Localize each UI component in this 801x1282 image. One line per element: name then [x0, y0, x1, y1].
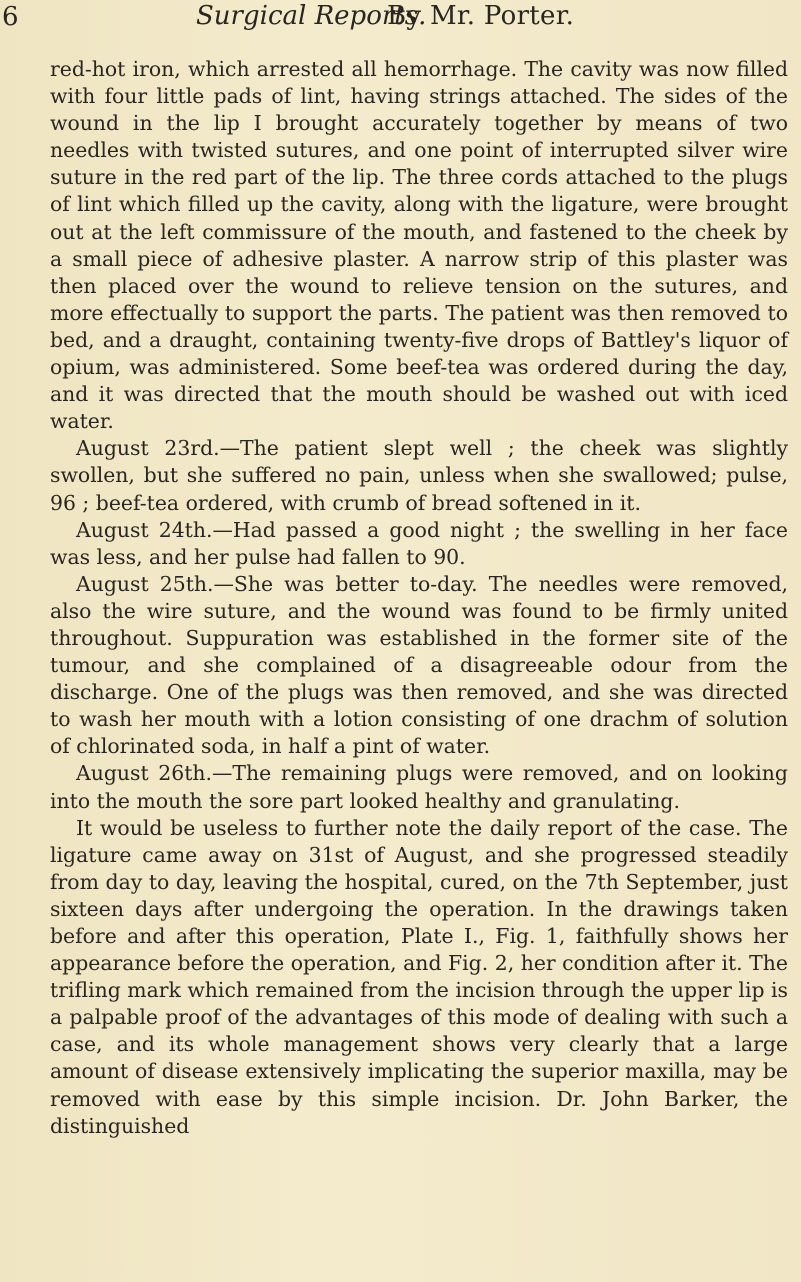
page-number: 6: [2, 2, 19, 32]
paragraph-august-26: August 26th.—The remaining plugs were removed, and on looking into the mouth the sore part looked healthy and granulating.: [50, 761, 788, 813]
body-text: [50, 56, 788, 1140]
running-title: Surgical Reports.: [196, 1, 427, 31]
page-header: [0, 0, 801, 40]
paragraph-august-25: August 25th.—She was better to-day. The needles were removed, also the wire suture, and the wound was found to be firmly united throughout. Suppuration was established in the former site of the tumour, and she complained of a disagreeable odour from the discharge. One of the plugs was then removed, and she was directed to wash her mouth with a lotion consisting of one drachm of solution of chlorinated soda, in half a pint of water.: [50, 571, 788, 759]
paragraph-summary: It would be useless to further note the daily report of the case. The ligature came away on 31st of August, and she progressed steadily from day to day, leaving the hospital, cured, on the 7th September, just sixteen days after undergoing the operation. In the drawings taken before and after this operation, Plate I., Fig. 1, faithfully shows her appearance before the operation, and Fig. 2, her condition after it. The trifling mark which remained from the incision through the upper lip is a palpable proof of the advantages of this mode of dealing with such a case, and its whole management shows very clearly that a large amount of disease extensively implicating the superior maxilla, may be removed with ease by this simple incision. Dr. John Barker, the distinguished: [50, 815, 788, 1138]
paragraph-august-24: August 24th.—Had passed a good night ; the swelling in her face was less, and her pulse had fallen to 90.: [50, 517, 788, 569]
running-author: By Mr. Porter.: [387, 1, 575, 31]
paragraph-august-23: August 23rd.—The patient slept well ; the cheek was slightly swollen, but she suffered no pain, unless when she swallowed; pulse, 96 ; beef-tea ordered, with crumb of bread softened in it.: [50, 436, 788, 515]
paragraph-continuation: red-hot iron, which arrested all hemorrhage. The cavity was now filled with four little pads of lint, having strings attached. The sides of the wound in the lip I brought accurately together by means of two needles with twisted sutures, and one point of interrupted silver wire suture in the red part of the lip. The three cords attached to the plugs of lint which filled up the cavity, along with the ligature, were brought out at the left commissure of the mouth, and fastened to the cheek by a small piece of adhesive plaster. A narrow strip of this plaster was then placed over the wound to relieve tension on the sutures, and more effectually to support the parts. The patient was then removed to bed, and a draught, containing twenty-five drops of Battley's liquor of opium, was administered. Some beef-tea was ordered during the day, and it was directed that the mouth should be washed out with iced water.: [50, 57, 788, 434]
